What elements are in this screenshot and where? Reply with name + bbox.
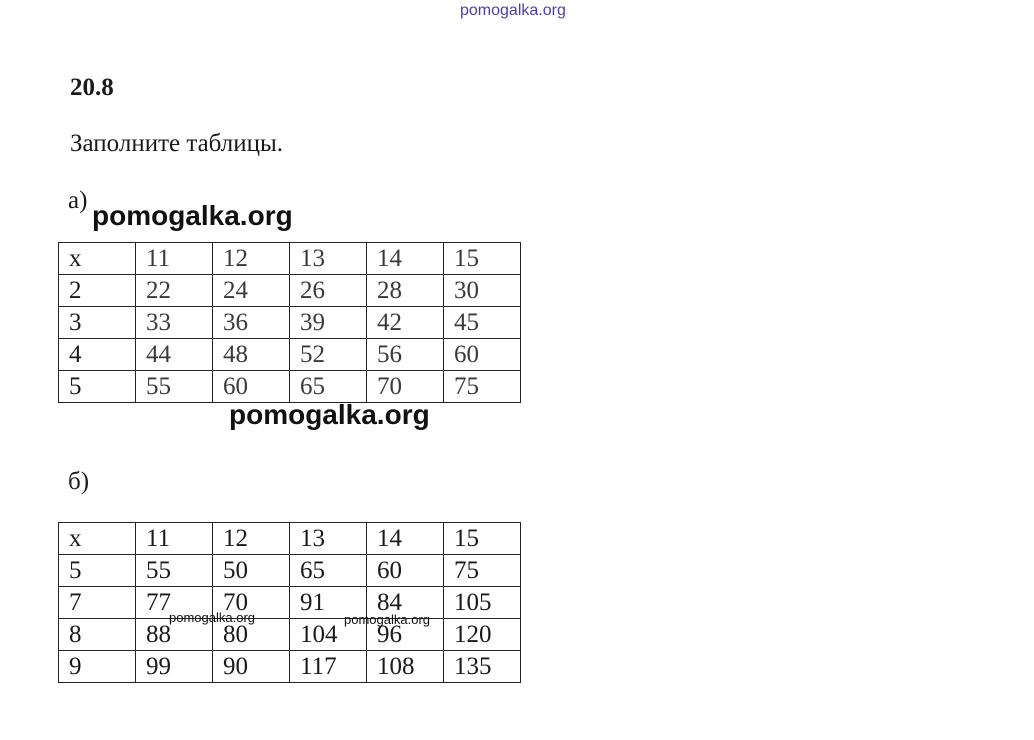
table-cell: 13 (290, 523, 367, 555)
instruction-text: Заполните таблицы. (70, 130, 284, 157)
table-cell: 90 (213, 651, 290, 683)
watermark-top: pomogalka.org (460, 2, 566, 19)
part-b-label: б) (68, 468, 90, 495)
table-cell: 84 (367, 587, 444, 619)
table-cell: 91 (290, 587, 367, 619)
table-row (59, 275, 521, 307)
table-cell: 44 (136, 339, 213, 371)
table-cell: 135 (444, 651, 521, 683)
table-cell: 60 (213, 371, 290, 403)
watermark-part-b-right: pomogalka.org (344, 612, 430, 627)
table-cell: x (59, 243, 136, 275)
table-cell: 12 (213, 243, 290, 275)
watermark-below-part-a: pomogalka.org (229, 399, 430, 430)
table-part-b (58, 522, 521, 683)
part-a-label: а) (68, 187, 88, 214)
table-cell: 99 (136, 651, 213, 683)
table-cell: 75 (444, 371, 521, 403)
table-cell: 5 (59, 555, 136, 587)
table-cell: 8 (59, 619, 136, 651)
table-cell: 60 (444, 339, 521, 371)
table-cell: 117 (290, 651, 367, 683)
table-cell: 104 (290, 619, 367, 651)
table-cell: 108 (367, 651, 444, 683)
table-part-a (58, 242, 521, 403)
table-cell: 60 (367, 555, 444, 587)
table-cell: 48 (213, 339, 290, 371)
table-cell: 33 (136, 307, 213, 339)
table-cell: 13 (290, 243, 367, 275)
table-cell: 24 (213, 275, 290, 307)
table-cell: 4 (59, 339, 136, 371)
watermark-part-a: pomogalka.org (92, 200, 293, 231)
table-cell: 9 (59, 651, 136, 683)
table-row (59, 339, 521, 371)
table-row (59, 243, 521, 275)
table-cell: 70 (367, 371, 444, 403)
table-cell: 14 (367, 523, 444, 555)
table-row (59, 307, 521, 339)
table-cell: 96 (367, 619, 444, 651)
table-cell: 30 (444, 275, 521, 307)
table-cell: 70 (213, 587, 290, 619)
table-cell: 36 (213, 307, 290, 339)
table-cell: 52 (290, 339, 367, 371)
table-cell: 80 (213, 619, 290, 651)
table-cell: 14 (367, 243, 444, 275)
table-cell: 56 (367, 339, 444, 371)
table-cell: 39 (290, 307, 367, 339)
table-cell: 2 (59, 275, 136, 307)
table-cell: 5 (59, 371, 136, 403)
table-cell: 26 (290, 275, 367, 307)
table-cell: 11 (136, 523, 213, 555)
table-row (59, 523, 521, 555)
table-cell: 28 (367, 275, 444, 307)
problem-number: 20.8 (70, 74, 114, 101)
table-cell: 15 (444, 523, 521, 555)
table-cell: 65 (290, 555, 367, 587)
watermark-part-b-left: pomogalka.org (169, 610, 255, 625)
table-cell: 120 (444, 619, 521, 651)
table-cell: 88 (136, 619, 213, 651)
table-row (59, 619, 521, 651)
table-row (59, 651, 521, 683)
table-cell: 11 (136, 243, 213, 275)
table-row (59, 587, 521, 619)
table-cell: 42 (367, 307, 444, 339)
table-cell: 55 (136, 555, 213, 587)
table-cell: 45 (444, 307, 521, 339)
table-cell: 55 (136, 371, 213, 403)
table-cell: x (59, 523, 136, 555)
table-cell: 22 (136, 275, 213, 307)
table-cell: 12 (213, 523, 290, 555)
table-cell: 65 (290, 371, 367, 403)
table-cell: 77 (136, 587, 213, 619)
table-cell: 105 (444, 587, 521, 619)
table-row (59, 371, 521, 403)
table-cell: 7 (59, 587, 136, 619)
table-row (59, 555, 521, 587)
table-cell: 15 (444, 243, 521, 275)
table-cell: 75 (444, 555, 521, 587)
table-cell: 3 (59, 307, 136, 339)
table-cell: 50 (213, 555, 290, 587)
